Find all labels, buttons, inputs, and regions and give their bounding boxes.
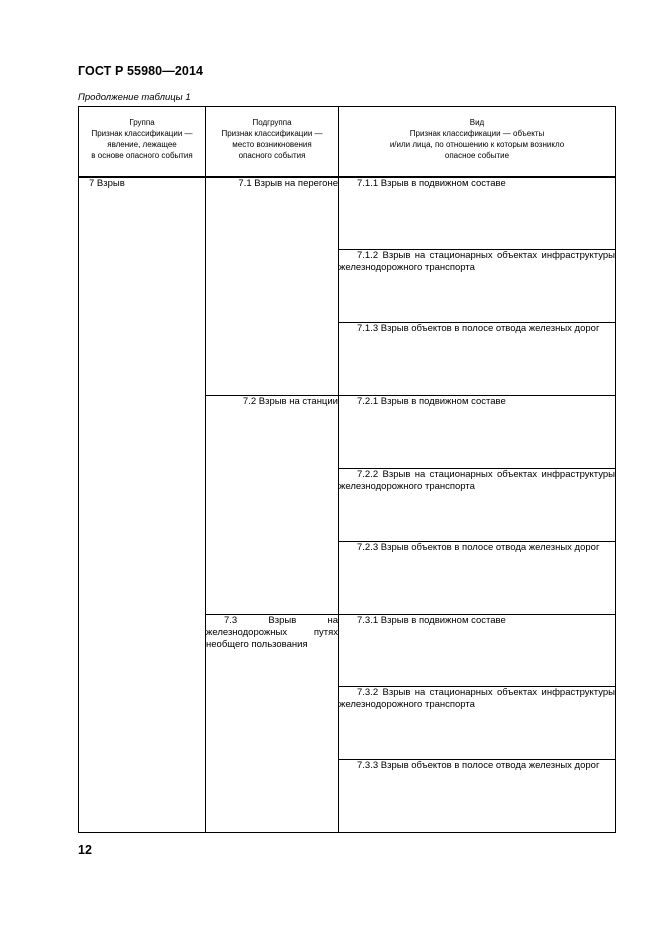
table-row bbox=[79, 177, 616, 250]
type-cell: 7.1.2 Взрыв на стационарных объектах инфраструктуры железнодорожного транспорта bbox=[339, 250, 616, 323]
table-header-row bbox=[79, 107, 616, 177]
subgroup-cell: 7.1 Взрыв на перегоне bbox=[206, 177, 339, 396]
type-cell: 7.1.3 Взрыв объектов в полосе отвода железных дорог bbox=[339, 323, 616, 396]
table-continuation-label: Продолжение таблицы 1 bbox=[78, 92, 191, 103]
column-header-subgroup: Подгруппа Признак классификации — место возникновения опасного события bbox=[206, 107, 339, 177]
type-cell: 7.3.2 Взрыв на стационарных объектах инфраструктуры железнодорожного транспорта bbox=[339, 687, 616, 760]
subgroup-cell: 7.3 Взрыв на железнодорожных путях необщего пользования bbox=[206, 615, 339, 833]
column-header-group: Группа Признак классификации — явление, лежащее в основе опасного события bbox=[79, 107, 206, 177]
page-number: 12 bbox=[78, 843, 92, 857]
type-cell: 7.3.1 Взрыв в подвижном составе bbox=[339, 615, 616, 687]
group-cell: 7 Взрыв bbox=[79, 177, 206, 833]
column-header-type: Вид Признак классификации — объекты и/или лица, по отношению к которым возникло опасное событие bbox=[339, 107, 616, 177]
type-cell: 7.2.1 Взрыв в подвижном составе bbox=[339, 396, 616, 469]
type-cell: 7.1.1 Взрыв в подвижном составе bbox=[339, 177, 616, 250]
subgroup-cell: 7.2 Взрыв на станции bbox=[206, 396, 339, 615]
classification-table bbox=[78, 106, 616, 833]
document-code: ГОСТ Р 55980—2014 bbox=[78, 64, 204, 78]
type-cell: 7.2.3 Взрыв объектов в полосе отвода железных дорог bbox=[339, 542, 616, 615]
type-cell: 7.3.3 Взрыв объектов в полосе отвода железных дорог bbox=[339, 760, 616, 833]
type-cell: 7.2.2 Взрыв на стационарных объектах инфраструктуры железнодорожного транспорта bbox=[339, 469, 616, 542]
